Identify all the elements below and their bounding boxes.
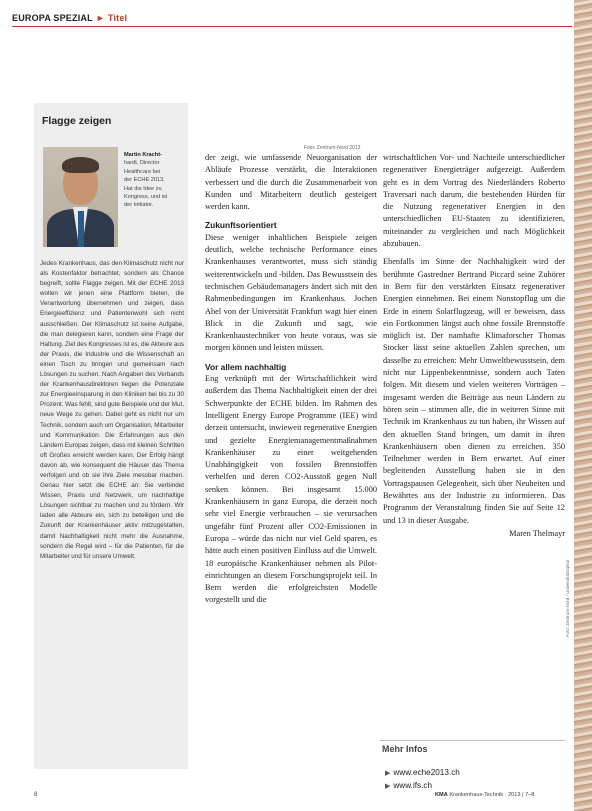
- footer-magazine: [435, 792, 534, 798]
- article-subheading: Zukunftsorientiert: [205, 220, 277, 231]
- article-paragraph: der zeigt, wie umfassende Neuorganisation der Abläufe Prozesse verstärkt, die Interaktionen verbessert und die durch die Zusammenarbeit von Kunden und Mitarbeitern deutlich gesteigert werden kann.: [205, 153, 377, 212]
- author-name: Martin Kracht-: [124, 152, 162, 158]
- more-info-link[interactable]: [385, 768, 460, 777]
- author-bio: [124, 151, 186, 210]
- article-paragraph: Eng verknüpft mit der Wirtschaftlichkeit wird außerdem das Thema Nachhaltigkeit einen der drei Schwerpunkte der ECHE bilden. Im Rahmen des Intelligent Energy Europe Programme (IEE) wird derzeit untersucht, inwieweit regenerative Energien und gezielte Energiemanagementmaßnahmen Krankenhäuser zu einer weitgehenden Unabhängigkeit von fossilen Brennstoffen verhelfen und deren CO2-Ausstoß gegen Null senken können. Bei insgesamt 15.000 Krankenhäusern in ganz Europa, die derzeit noch sehr viel Energie verbrauchen – sie verursachen ungefähr fünf Prozent aller CO2-Emissionen in Europa – würde das nicht nur viel Geld sparen, es hätte auch einen positiven Einfluss auf die Umwelt. 18 europäische Krankenhäuser nehmen als Pilot-einrichtungen an diesem Forschungsprojekt teil. In Bern werden die erfolgreichsten Modelle vorgestellt und die: [205, 374, 377, 605]
- header-section: EUROPA SPEZIAL: [12, 13, 93, 23]
- header-arrow-icon: ►: [95, 13, 105, 23]
- article-column-2: [383, 152, 565, 540]
- article-paragraph: Ebenfalls im Sinne der Nachhaltigkeit wird der berühmte Gastredner Bertrand Piccard seine Zuhörer in Bern für den verstärkten Einsatz regenerativer Energien einnehmen. Bei einem Nonstopflug um die Erde in einem Solarflugzeug, will er beweisen, dass ein Fortkommen längst auch ohne fossile Brennstoffe möglich ist. Der namhafte Klimaforscher Thomas Stocker lässt seine aktuellen Zahlen sprechen, um dasselbe zu erreichen: Mehr Umweltbewusstsein, dem nicht nur Lippenbekenntnisse, sondern auch Taten folgen. Mit diesem und vielen weiteren Vorträgen – insgesamt werden die Beiträge aus neun Ländern zu hören sein – stimmen alle, die in weiteren Sinne mit Technik im Krankenhaus zu tun haben, ihr Wissen auf den aktuellen Stand bringen, um damit in ihren Krankenhäusern oben dienen zu erreichen. 350 Teilnehmer werden in Bern erwartet. Auf einer begleitenden Ausstellung haben sie in den Vortragspausen Gelegenheit, sich über Neuheiten und Bewährtes aus der Industrie zu informieren. Das Programm der Veranstaltung finden Sie auf Seite 12 und 13 in dieser Ausgabe.: [383, 257, 565, 525]
- page-number: 8: [34, 792, 38, 798]
- more-info-title: Mehr Infos: [382, 744, 428, 754]
- article-paragraph: wirtschaftlichen Vor- und Nachteile unterschiedlicher regenerativer Energieträger aufgezeigt. Außerdem geht es in dem Vortrag des Niederländers Roberto Traversari nach darum, die bestehenden Hürden für die Nutzung regenerativer Energien in den unterschiedlichen EU-Staaten zu identifizieren, miteinander zu vergleichen und nach Möglichkeit abzubauen.: [383, 153, 565, 249]
- portrait-hair: [62, 157, 99, 173]
- author-portrait: [43, 147, 118, 247]
- article-column-1: [205, 152, 377, 607]
- more-info-link-text[interactable]: www.eche2013.ch: [393, 768, 460, 777]
- decorative-edge-image: [574, 0, 592, 811]
- footer-brand: KMA: [435, 792, 448, 798]
- footer-issue: Krankenhaus-Technik · 2013 | 7–8: [449, 792, 535, 798]
- portrait-tie: [78, 211, 84, 247]
- header-rule: [12, 26, 572, 27]
- photo-credit: Foto: Zentrum-Nord / Universitätsspital: [565, 560, 570, 638]
- author-bio-text: hardt, Director Healthcare bei der ECHE 2013. Hat die Idee zu Kongress, und ist der Initiator.: [124, 160, 168, 209]
- photo-caption: Foto: Zentrum-Nord 2013: [304, 145, 361, 151]
- more-info-link-text[interactable]: www.ifs.ch: [393, 781, 433, 790]
- sidebar-title: Flagge zeigen: [42, 115, 112, 127]
- page-header: [12, 13, 127, 23]
- author-signature: Maren Thelmayr: [509, 528, 565, 538]
- more-info-rule: [380, 740, 565, 741]
- link-arrow-icon: ▶: [385, 770, 391, 777]
- sidebar-box: [34, 103, 188, 769]
- more-info-link[interactable]: [385, 781, 432, 790]
- article-subheading: Vor allem nachhaltig: [205, 361, 287, 372]
- article-paragraph: Diese weniger inhaltlichen Beispiele zeigen deutlich, welche technische Performance eines Krankenhauses verantwortet, muss sich ständig weiterentwickeln und -bilden. Das Bewusstsein des technischen Gebäudemanagers ändert sich mit den Rahmenbedingungen im Krankenhaus. Jochen Abel von der Universität Frankfurt wagt hier einen Blick in die Zukunft und sagt, wie Krankenhaustechniker von heute voraus, was sie morgen können und leisten müssen.: [205, 232, 377, 353]
- link-arrow-icon: ▶: [385, 783, 391, 790]
- header-topic: Titel: [107, 13, 128, 23]
- sidebar-body-text: Jedes Krankenhaus, das den Klimaschutz nicht nur als Kostenfaktor betrachtet, sondern als Chance begreift, sollte Flagge zeigen. Mit der ECHE 2013 wollen wir jenen eine Plattform bieten, die Verantwortung übernehmen und zeigen, dass Energieeffizienz und Patientenwohl sich nicht ausschließen. Der Klimaschutz ist keine Aufgabe, die man delegieren kann, sondern eine Frage der Haltung. Ziel des Kongresses ist es, die Akteure aus der Praxis, die Industrie und die Wissenschaft an einen Tisch zu bringen und gemeinsam nach Lösungen zu suchen. Nach Angaben des Verbands der Krankenhausdirektoren liegen die Potenziale zur Energieeinsparung in den Kliniken bei bis zu 30 Prozent. Was fehlt, sind gute Beispiele und der Mut, neue Wege zu gehen. Dabei geht es nicht nur um Technik, sondern auch um Organisation, Mitarbeiter und Kommunikation. Die Erfahrungen aus den Ländern Europas zeigen, dass mit kleinen Schritten oft Großes erreicht werden kann. Der Erfolg hängt davon ab, wie konsequent die Häuser das Thema verfolgen und ob sie ihre Ziele messbar machen. Genau hier setzt die ECHE an: Sie verbindet Wissen, Praxis und Netzwerk, um nachhaltige Lösungen sichtbar zu machen und zu fördern. Wir laden alle Akteure ein, sich zu beteiligen und die Zukunft der Krankenhäuser aktiv mitzugestalten, damit Nachhaltigkeit nicht mehr die Ausnahme, sondern die Regel wird – für die Patienten, für die Mitarbeiter und für unsere Umwelt.: [40, 260, 185, 560]
